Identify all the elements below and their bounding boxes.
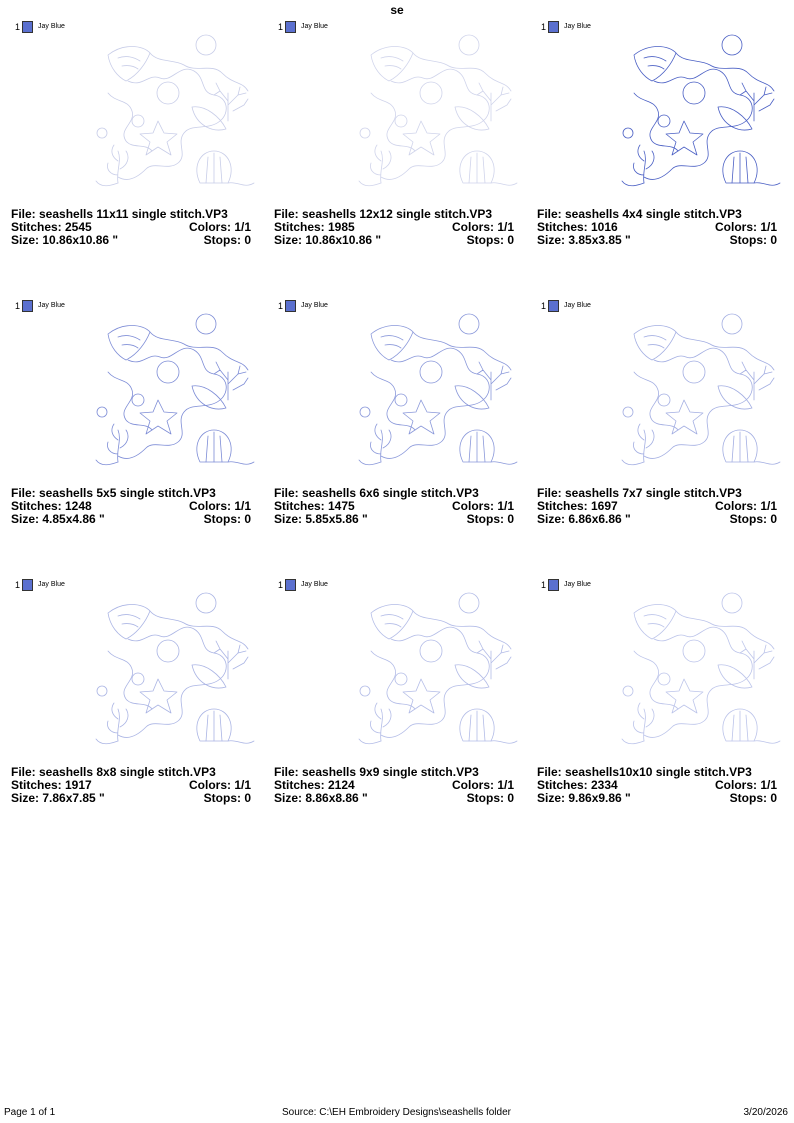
- color-count: Colors: 1/1: [451, 499, 514, 513]
- thread-number: 1: [278, 301, 284, 311]
- color-count: Colors: 1/1: [714, 220, 777, 234]
- design-size: Size: 4.85x4.86 ": [11, 512, 105, 526]
- thread-name: Jay Blue: [564, 302, 591, 309]
- file-name: File: seashells 8x8 single stitch.VP3: [11, 765, 216, 779]
- design-size: Size: 10.86x10.86 ": [274, 233, 382, 247]
- page-title: se: [390, 3, 404, 17]
- stop-count: Stops: 0: [203, 233, 251, 247]
- stitch-count: Stitches: 1475: [274, 499, 355, 513]
- thread-number: 1: [541, 22, 547, 32]
- thread-color-swatch: [548, 21, 559, 33]
- design-card: [271, 576, 521, 816]
- thread-name: Jay Blue: [301, 302, 328, 309]
- thread-color-swatch: [22, 579, 33, 591]
- file-name: File: seashells 7x7 single stitch.VP3: [537, 486, 742, 500]
- design-info: [11, 208, 251, 247]
- design-size: Size: 9.86x9.86 ": [537, 791, 631, 805]
- thread-legend: [15, 20, 65, 34]
- design-size: Size: 7.86x7.85 ": [11, 791, 105, 805]
- thread-legend: [278, 20, 328, 34]
- thread-name: Jay Blue: [38, 302, 65, 309]
- thread-legend: [541, 578, 591, 592]
- design-card: [534, 18, 784, 258]
- color-count: Colors: 1/1: [451, 220, 514, 234]
- thread-name: Jay Blue: [38, 581, 65, 588]
- stitch-count: Stitches: 1697: [537, 499, 618, 513]
- color-count: Colors: 1/1: [188, 778, 251, 792]
- design-card: [8, 576, 258, 816]
- design-size: Size: 3.85x3.85 ": [537, 233, 631, 247]
- seashell-design-preview: [614, 312, 784, 472]
- thread-name: Jay Blue: [564, 23, 591, 30]
- stitch-count: Stitches: 1985: [274, 220, 355, 234]
- seashell-design-preview: [88, 33, 258, 193]
- stop-count: Stops: 0: [203, 512, 251, 526]
- seashell-design-preview: [614, 591, 784, 751]
- design-size: Size: 8.86x8.86 ": [274, 791, 368, 805]
- thread-number: 1: [541, 301, 547, 311]
- thread-name: Jay Blue: [301, 581, 328, 588]
- thread-number: 1: [278, 22, 284, 32]
- color-count: Colors: 1/1: [714, 778, 777, 792]
- design-card: [8, 18, 258, 258]
- thread-color-swatch: [285, 579, 296, 591]
- design-card: [271, 297, 521, 537]
- seashell-design-preview: [351, 312, 521, 472]
- color-count: Colors: 1/1: [714, 499, 777, 513]
- thread-color-swatch: [22, 21, 33, 33]
- print-date: 3/20/2026: [743, 1107, 788, 1118]
- stop-count: Stops: 0: [466, 512, 514, 526]
- design-size: Size: 10.86x10.86 ": [11, 233, 119, 247]
- color-count: Colors: 1/1: [451, 778, 514, 792]
- file-name: File: seashells 6x6 single stitch.VP3: [274, 486, 479, 500]
- design-card: [8, 297, 258, 537]
- stitch-count: Stitches: 2124: [274, 778, 355, 792]
- stop-count: Stops: 0: [729, 791, 777, 805]
- thread-color-swatch: [22, 300, 33, 312]
- thread-color-swatch: [548, 300, 559, 312]
- thread-name: Jay Blue: [301, 23, 328, 30]
- file-name: File: seashells 5x5 single stitch.VP3: [11, 486, 216, 500]
- file-name: File: seashells 11x11 single stitch.VP3: [11, 207, 228, 221]
- stop-count: Stops: 0: [466, 233, 514, 247]
- file-name: File: seashells 4x4 single stitch.VP3: [537, 207, 742, 221]
- stop-count: Stops: 0: [203, 791, 251, 805]
- color-count: Colors: 1/1: [188, 499, 251, 513]
- thread-number: 1: [541, 580, 547, 590]
- design-info: [11, 487, 251, 526]
- file-name: File: seashells 9x9 single stitch.VP3: [274, 765, 479, 779]
- seashell-design-preview: [351, 33, 521, 193]
- design-size: Size: 5.85x5.86 ": [274, 512, 368, 526]
- stop-count: Stops: 0: [729, 233, 777, 247]
- design-info: [537, 766, 777, 805]
- thread-number: 1: [15, 22, 21, 32]
- design-info: [11, 766, 251, 805]
- thread-number: 1: [278, 580, 284, 590]
- seashell-design-preview: [88, 591, 258, 751]
- design-card: [271, 18, 521, 258]
- file-name: File: seashells 12x12 single stitch.VP3: [274, 207, 493, 221]
- color-count: Colors: 1/1: [188, 220, 251, 234]
- stitch-count: Stitches: 2545: [11, 220, 92, 234]
- design-info: [274, 208, 514, 247]
- design-info: [537, 487, 777, 526]
- design-card: [534, 576, 784, 816]
- source-path: Source: C:\EH Embroidery Designs\seashells folder: [282, 1107, 511, 1118]
- file-name: File: seashells10x10 single stitch.VP3: [537, 765, 752, 779]
- thread-name: Jay Blue: [38, 23, 65, 30]
- thread-legend: [278, 578, 328, 592]
- thread-color-swatch: [548, 579, 559, 591]
- thread-number: 1: [15, 580, 21, 590]
- thread-name: Jay Blue: [564, 581, 591, 588]
- seashell-design-preview: [351, 591, 521, 751]
- thread-number: 1: [15, 301, 21, 311]
- stop-count: Stops: 0: [466, 791, 514, 805]
- design-info: [537, 208, 777, 247]
- thread-legend: [15, 299, 65, 313]
- thread-legend: [15, 578, 65, 592]
- design-size: Size: 6.86x6.86 ": [537, 512, 631, 526]
- thread-color-swatch: [285, 21, 296, 33]
- page-footer: [0, 1107, 794, 1121]
- stitch-count: Stitches: 1248: [11, 499, 92, 513]
- stop-count: Stops: 0: [729, 512, 777, 526]
- stitch-count: Stitches: 1016: [537, 220, 618, 234]
- seashell-design-preview: [614, 33, 784, 193]
- design-info: [274, 766, 514, 805]
- stitch-count: Stitches: 2334: [537, 778, 618, 792]
- design-card: [534, 297, 784, 537]
- stitch-count: Stitches: 1917: [11, 778, 92, 792]
- thread-legend: [541, 299, 591, 313]
- page-number: Page 1 of 1: [4, 1107, 56, 1118]
- design-info: [274, 487, 514, 526]
- thread-legend: [278, 299, 328, 313]
- thread-legend: [541, 20, 591, 34]
- thread-color-swatch: [285, 300, 296, 312]
- seashell-design-preview: [88, 312, 258, 472]
